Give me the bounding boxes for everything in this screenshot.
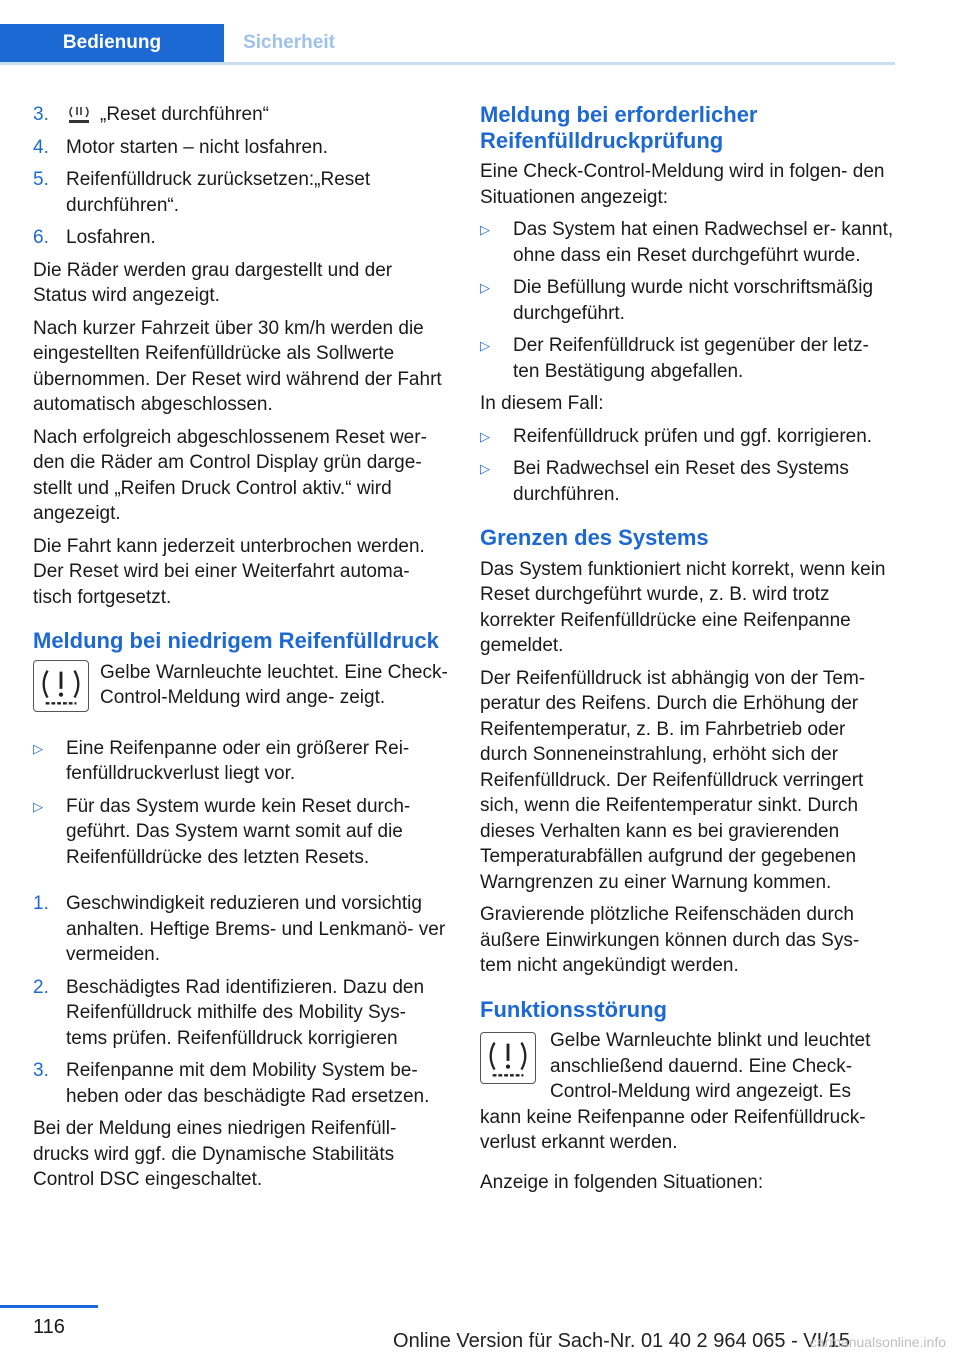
- paragraph: Gravierende plötzliche Reifenschäden durch äußere Einwirkungen können durch das Sys‐ tem nicht angekündigt werden.: [480, 904, 860, 976]
- bullet-text: Eine Reifenpanne oder ein größerer Rei‐ fenfülldruckverlust liegt vor.: [66, 737, 410, 784]
- step-number: 2.: [33, 976, 49, 998]
- watermark: carmanualsonline.info: [809, 1334, 946, 1350]
- right-column: [480, 102, 896, 1202]
- action-step: [33, 975, 449, 1052]
- bullet-item: [480, 456, 896, 507]
- bullet-text: Die Befüllung wurde nicht vorschriftsmäßig durchgeführt.: [513, 277, 874, 324]
- bullet-triangle-icon: ▷: [33, 798, 43, 814]
- left-column: [33, 102, 449, 1200]
- paragraph: In diesem Fall:: [480, 393, 604, 414]
- reset-step: [33, 225, 449, 251]
- step-text: Reifenfülldruck zurücksetzen:„Reset durchführen“.: [66, 169, 371, 216]
- bullet-item: [480, 217, 896, 268]
- step-text: „Reset durchführen“: [100, 104, 269, 125]
- warning-note: [33, 660, 449, 736]
- tab-sicherheit[interactable]: Sicherheit: [243, 32, 335, 53]
- heading-check-required: Meldung bei erforderlicher Reifenfülldruckprüfung: [480, 102, 758, 153]
- bullet-text: Das System hat einen Radwechsel er‐ kannt, ohne dass ein Reset durchgeführt wurde.: [513, 219, 894, 266]
- step-text: Reifenpanne mit dem Mobility System be‐ heben oder das beschädigte Rad ersetzen.: [66, 1060, 430, 1107]
- bullet-triangle-icon: ▷: [480, 428, 490, 444]
- step-number: 1.: [33, 893, 49, 914]
- bullet-text: Der Reifenfülldruck ist gegenüber der letz‐ ten Bestätigung abgefallen.: [513, 335, 869, 382]
- tab-bedienung[interactable]: Bedienung: [0, 24, 224, 62]
- heading-malfunction: Funktionsstörung: [480, 996, 667, 1022]
- malfunction-text: Gelbe Warnleuchte blinkt und leuchtet anschließend dauernd. Eine Check-Control-Meldung wird angezeigt. Es kann keine Reifenpanne oder Reifenfülldruck‐ verlust erkannt werden.: [480, 1030, 871, 1153]
- step-number: 6.: [33, 227, 49, 248]
- paragraph: Nach kurzer Fahrzeit über 30 km/h werden die eingestellten Reifenfülldrücke als Sollwerte übernommen. Der Reset wird während der Fahrt automatisch abgeschlossen.: [33, 317, 442, 415]
- bullet-item: [33, 794, 449, 871]
- bullet-triangle-icon: ▷: [480, 280, 490, 295]
- bullet-triangle-icon: ▷: [480, 461, 490, 476]
- step-text: Geschwindigkeit reduzieren und vorsichtig anhalten. Heftige Brems- und Lenkmanö‐ ver vermeiden.: [66, 893, 446, 965]
- tire-reset-icon: [66, 105, 92, 125]
- malfunction-note: [480, 1028, 896, 1156]
- reset-step: [33, 102, 449, 128]
- bullet-item: [480, 424, 896, 450]
- step-text: Losfahren.: [66, 227, 156, 248]
- action-step: [33, 891, 449, 968]
- paragraph: Anzeige in folgenden Situationen:: [480, 1171, 764, 1193]
- step-number: 3.: [33, 104, 49, 125]
- heading-system-limits: Grenzen des Systems: [480, 525, 709, 550]
- page-number: 116: [33, 1316, 65, 1338]
- bullet-item: [480, 275, 896, 326]
- bullet-item: [33, 736, 449, 787]
- tire-warning-icon: [480, 1032, 536, 1084]
- warning-text: Gelbe Warnleuchte leuchtet. Eine Check-Control-Meldung wird ange‐ zeigt.: [100, 661, 448, 708]
- step-text: Motor starten – nicht losfahren.: [66, 136, 328, 158]
- action-step: [33, 1058, 449, 1109]
- step-number: 3.: [33, 1060, 49, 1081]
- bullet-triangle-icon: ▷: [480, 222, 490, 237]
- step-number: 5.: [33, 169, 49, 190]
- bullet-triangle-icon: ▷: [33, 740, 43, 756]
- paragraph: Die Fahrt kann jederzeit unterbrochen werden. Der Reset wird bei einer Weiterfahrt automa‐ tisch fortgesetzt.: [33, 535, 425, 608]
- reset-step: [33, 135, 449, 161]
- paragraph: Bei der Meldung eines niedrigen Reifenfüll‐ drucks wird ggf. die Dynamische Stabilitäts Control DSC eingeschaltet.: [33, 1118, 397, 1190]
- bullet-triangle-icon: ▷: [480, 338, 490, 353]
- paragraph: Das System funktioniert nicht korrekt, wenn kein Reset durchgeführt wurde, z. B. wird trotz korrekter Reifenfülldrücke eine Reifenpanne gemeldet.: [480, 558, 886, 656]
- bullet-text: Reifenfülldruck prüfen und ggf. korrigieren.: [513, 425, 873, 447]
- footer-divider: [0, 1305, 98, 1308]
- paragraph: Nach erfolgreich abgeschlossenem Reset wer‐ den die Räder am Control Display grün darge‐ stellt und „Reifen Druck Control aktiv.“ wird angezeigt.: [33, 426, 427, 524]
- paragraph: Eine Check-Control-Meldung wird in folgen‐ den Situationen angezeigt:: [480, 161, 885, 208]
- paragraph: Die Räder werden grau dargestellt und der Status wird angezeigt.: [33, 259, 393, 306]
- paragraph: Der Reifenfülldruck ist abhängig von der Tem‐ peratur des Reifens. Durch die Erhöhung der Reifentemperatur, z. B. im Fahrbetrieb oder durch Sonneneinstrahlung, erhöht sich der Reifenfülldruck. Der Reifenfülldruck verringert sich, wenn die Reifentemperatur sinkt. Durch dieses Verhalten kann es bei gravierenden Temperaturabfällen aufgrund der gegebenen Warngrenzen zu einer Warnung kommen.: [480, 667, 866, 893]
- heading-low-pressure: Meldung bei niedrigem Reifenfülldruck: [33, 628, 439, 653]
- section-tabs: [0, 24, 895, 65]
- step-text: Beschädigtes Rad identifizieren. Dazu den Reifenfülldruck mithilfe des Mobility Sys‐ tems prüfen. Reifenfülldruck korrigieren: [66, 976, 425, 1049]
- bullet-text: Bei Radwechsel ein Reset des Systems durchführen.: [513, 458, 849, 505]
- bullet-item: [480, 333, 896, 384]
- footer-version-text: Online Version für Sach-Nr. 01 40 2 964 065 - VI/15: [393, 1330, 850, 1352]
- tire-warning-icon: [33, 660, 89, 712]
- reset-step: [33, 167, 449, 218]
- step-number: 4.: [33, 136, 49, 158]
- bullet-text: Für das System wurde kein Reset durch‐ geführt. Das System warnt somit auf die Reifenfülldrücke des letzten Resets.: [66, 795, 411, 868]
